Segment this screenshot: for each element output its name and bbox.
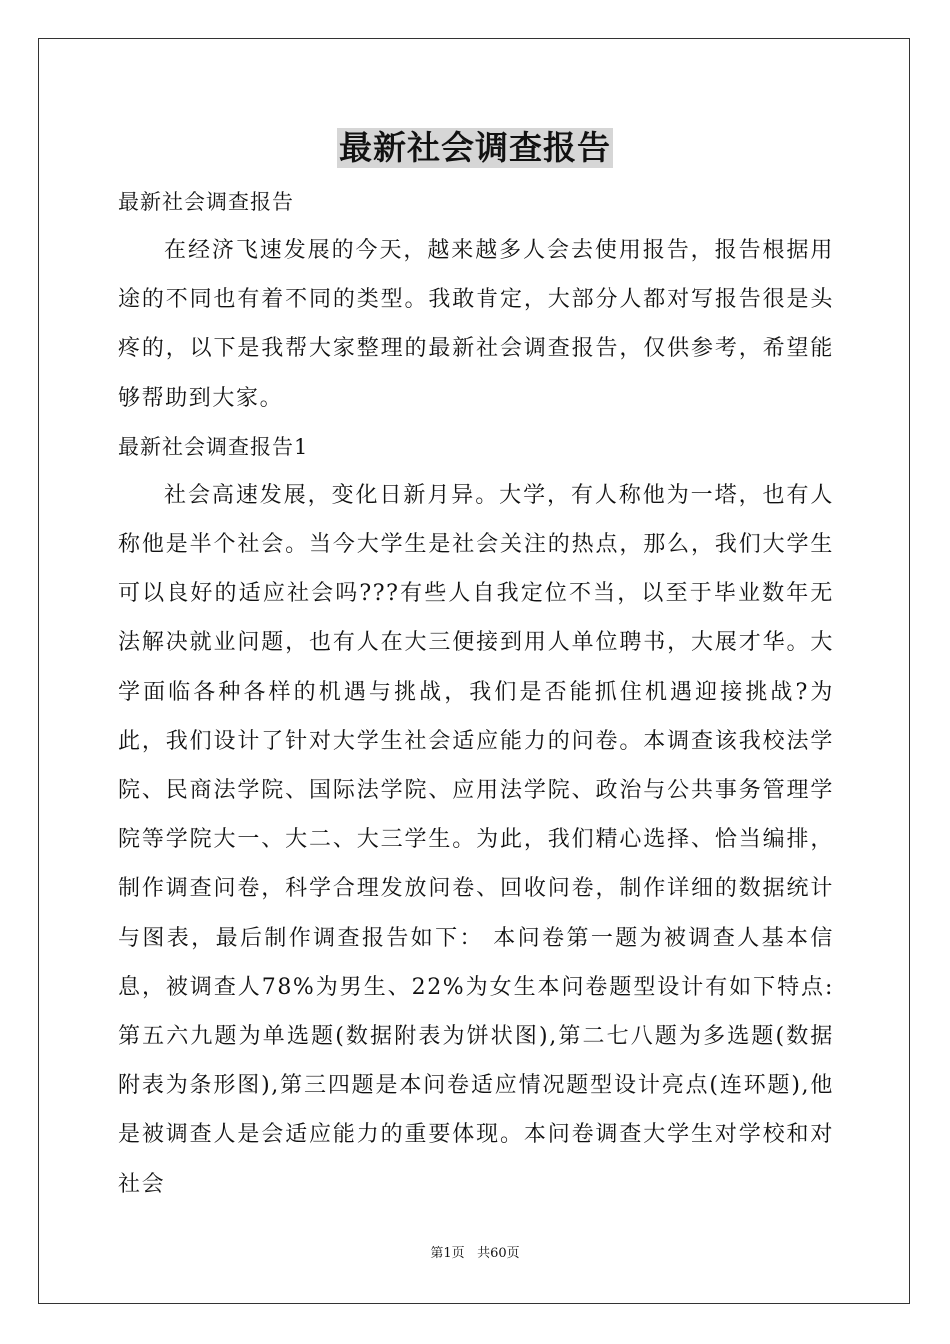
page-number: 第1页 <box>430 1246 465 1261</box>
intro-paragraph: 在经济飞速发展的今天，越来越多人会去使用报告，报告根据用途的不同也有着不同的类型。我敢肯定，大部分人都对写报告很是头疼的，以下是我帮大家整理的最新社会调查报告，仅供参考，希望能够帮助到大家。 <box>118 238 834 411</box>
section-paragraph: 社会高速发展，变化日新月异。大学，有人称他为一塔，也有人称他是半个社会。当今大学生是社会关注的热点，那么，我们大学生可以良好的适应社会吗???有些人自我定位不当，以至于毕业数年无法解决就业问题，也有人在大三便接到用人单位聘书，大展才华。大学面临各种各样的机遇与挑战，我们是否能抓住机遇迎接挑战?为此，我们设计了针对大学生社会适应能力的问卷。本调查该我校法学院、民商法学院、国际法学院、应用法学院、政治与公共事务管理学院等学院大一、大二、大三学生。为此，我们精心选择、恰当编排，制作调查问卷，科学合理发放问卷、回收问卷，制作详细的数据统计与图表，最后制作调查报告如下： 本问卷第一题为被调查人基本信息，被调查人78%为男生、22%为女生本问卷题型设计有如下特点:第五六九题为单选题(数据附表为饼状图),第二七八题为多选题(数据附表为条形图),第三四题是本问卷适应情况题型设计亮点(连环题),他是被调查人是会适应能力的重要体现。本问卷调查大学生对学校和对社会 <box>118 482 834 1197</box>
document-title: 最新社会调查报告 <box>339 128 611 167</box>
document-body <box>118 178 834 1209</box>
document-subtitle: 最新社会调查报告 <box>118 190 294 214</box>
page-total: 共60页 <box>477 1246 520 1261</box>
page-footer <box>0 1244 950 1264</box>
title-container <box>0 128 950 168</box>
section-heading: 最新社会调查报告1 <box>118 434 309 459</box>
